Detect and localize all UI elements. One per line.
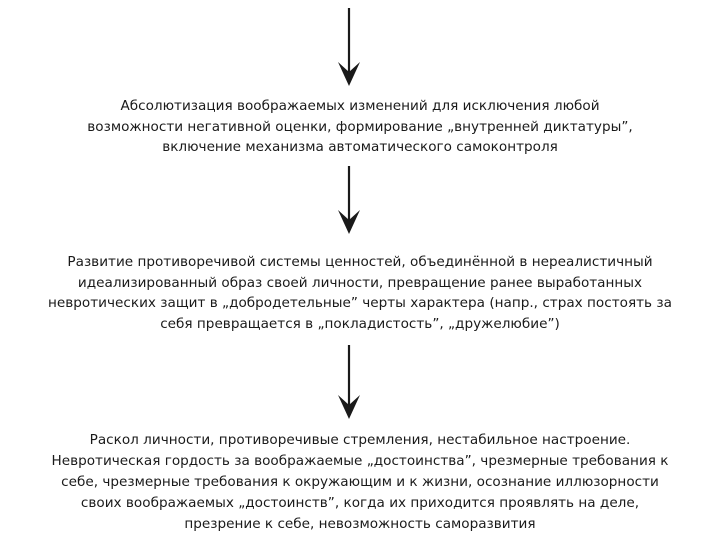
down-arrow-icon <box>336 0 362 88</box>
step-1-line-3: включение механизма автоматического самоконтроля <box>162 139 558 155</box>
flow-arrow-3 <box>336 345 362 421</box>
down-arrow-icon <box>336 166 362 236</box>
step-2-line-4: себя превращается в „покладистость”, „дружелюбие”) <box>160 315 560 332</box>
down-arrow-icon <box>336 345 362 421</box>
step-2-line-2: идеализированный образ своей личности, превращение ранее выработанных <box>77 274 643 291</box>
step-3-line-1: Раскол личности, противоречивые стремления, нестабильное настроение. <box>89 432 631 448</box>
step-3-line-2: Невротическая гордость за воображаемые „достоинства”, чрезмерные требования к <box>51 453 669 469</box>
step-2-line-3: невротических защит в „добродетельные” черты характера (напр., страх постоять за <box>48 295 672 311</box>
step-3-line-3: себе, чрезмерные требования к окружающим и к жизни, осознание иллюзорности <box>61 474 659 490</box>
step-1-line-1: Абсолютизация воображаемых изменений для исключения любой <box>120 98 600 114</box>
diagram-step-2 <box>10 252 710 334</box>
flow-arrow-2 <box>336 166 362 236</box>
step-3-line-4: своих воображаемых „достоинств”, когда их приходится проявлять на деле, <box>80 495 640 511</box>
step-1-line-2: возможности негативной оценки, формирование „внутренней диктатуры”, <box>87 118 633 135</box>
flow-arrow-1 <box>336 0 362 88</box>
diagram-step-3 <box>10 430 710 535</box>
step-3-line-5: презрение к себе, невозможность саморазвития <box>184 516 536 532</box>
step-2-line-1: Развитие противоречивой системы ценностей, объединённой в нереалистичный <box>67 254 653 270</box>
diagram-step-1 <box>10 96 710 158</box>
